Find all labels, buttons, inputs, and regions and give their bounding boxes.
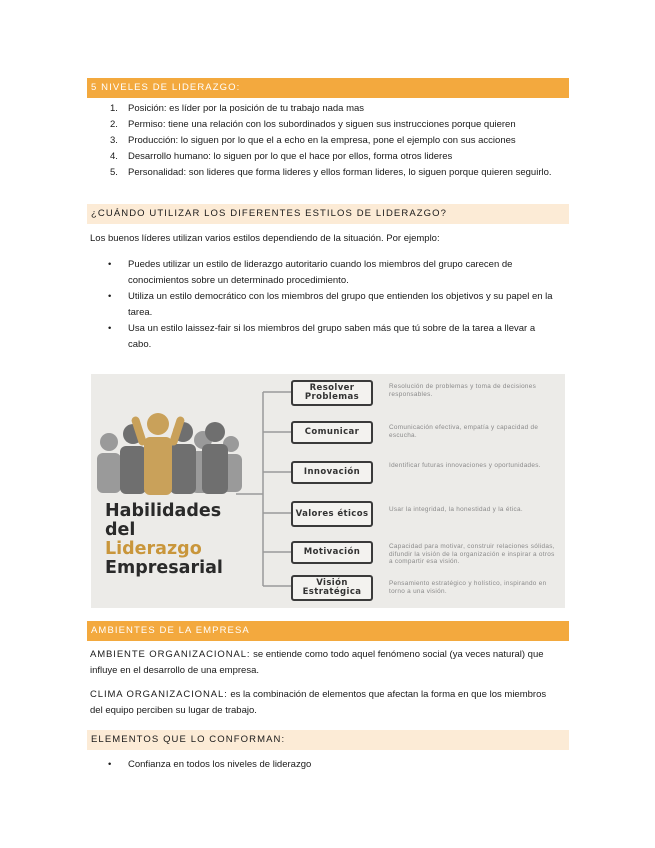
list-item: • Utiliza un estilo democrático con los miembros del grupo que entienden los objetivos y su papel en la tarea. bbox=[108, 291, 553, 318]
section-heading-levels: 5 NIVELES DE LIDERAZGO: bbox=[87, 78, 569, 98]
skill-innovacion: Innovación bbox=[291, 461, 373, 484]
skill-desc-valores-eticos: Usar la integridad, la honestidad y la ética. bbox=[389, 506, 523, 513]
skill-vision-estrategica: Visión Estratégica bbox=[291, 575, 373, 601]
section-heading-elements: ELEMENTOS QUE LO CONFORMAN: bbox=[87, 730, 569, 750]
section-heading-when: ¿CUÁNDO UTILIZAR LOS DIFERENTES ESTILOS DE LIDERAZGO? bbox=[87, 204, 569, 224]
infographic-title-line-2: del bbox=[105, 520, 136, 540]
connector-lines bbox=[236, 392, 291, 586]
list-item: 1. Posición: es líder por la posición de tu trabajo nada mas bbox=[110, 103, 365, 114]
skill-desc-vision-estrategica: Pensamiento estratégico y holístico, inspirando en torno a una visión. bbox=[389, 580, 547, 595]
ambiente-organizacional-keyword: AMBIENTE ORGANIZACIONAL: bbox=[90, 649, 251, 660]
list-item: • Usa un estilo laissez-fair si los miembros del grupo saben más que tú sobre de la tarea a llevar a cabo. bbox=[108, 323, 536, 350]
leadership-skills-infographic bbox=[91, 374, 565, 608]
skill-desc-resolver-problemas: Resolución de problemas y toma de decisiones responsables. bbox=[389, 383, 537, 398]
section-heading-environments: AMBIENTES DE LA EMPRESA bbox=[87, 621, 569, 641]
infographic-title-line-3: Liderazgo bbox=[105, 539, 202, 559]
skill-desc-comunicar: Comunicación efectiva, empatía y capacidad de escucha. bbox=[389, 424, 539, 439]
skill-valores-eticos: Valores éticos bbox=[291, 501, 373, 527]
clima-organizacional-keyword: CLIMA ORGANIZACIONAL: bbox=[90, 689, 228, 700]
ambiente-organizacional-paragraph: AMBIENTE ORGANIZACIONAL: se entiende como todo aquel fenómeno social (ya veces natural) que influye en el desarrollo de una empresa. bbox=[90, 649, 544, 676]
infographic-title-line-1: Habilidades bbox=[105, 501, 222, 521]
skill-resolver-problemas: Resolver Problemas bbox=[291, 380, 373, 406]
levels-list bbox=[90, 101, 560, 181]
skill-motivacion: Motivación bbox=[291, 541, 373, 564]
list-item: 2. Permiso: tiene una relación con los subordinados y siguen sus instrucciones porque quieren bbox=[110, 119, 516, 130]
skill-comunicar: Comunicar bbox=[291, 421, 373, 444]
clima-organizacional-paragraph: CLIMA ORGANIZACIONAL: es la combinación de elementos que afectan la forma en que los miembros del equipo perciben su lugar de trabajo. bbox=[90, 689, 547, 716]
list-item: 3. Producción: lo siguen por lo que el a echo en la empresa, pone el ejemplo con sus acciones bbox=[110, 135, 516, 146]
list-item: • Puedes utilizar un estilo de liderazgo autoritario cuando los miembros del grupo carecen de conocimientos sobre un determinado procedimiento. bbox=[108, 259, 513, 286]
list-item: • Confianza en todos los niveles de liderazgo bbox=[108, 759, 312, 770]
infographic-title-line-4: Empresarial bbox=[105, 558, 223, 578]
intro-paragraph: Los buenos líderes utilizan varios estilos dependiendo de la situación. Por ejemplo: bbox=[90, 233, 440, 244]
skill-desc-innovacion: Identificar futuras innovaciones y oportunidades. bbox=[389, 462, 541, 469]
elements-bullet-list bbox=[90, 757, 560, 773]
list-item: 4. Desarrollo humano: lo siguen por lo que el hace por ellos, forma otros lideres bbox=[110, 151, 453, 162]
styles-bullet-list bbox=[90, 257, 560, 353]
list-item: 5. Personalidad: son lideres que forma lideres y ellos forman lideres, lo siguen porque quieren seguirlo. bbox=[110, 167, 552, 178]
skill-desc-motivacion: Capacidad para motivar, construir relaciones sólidas, difundir la visión de la organización e inspirar a otros a compartir esa visión. bbox=[389, 543, 555, 565]
